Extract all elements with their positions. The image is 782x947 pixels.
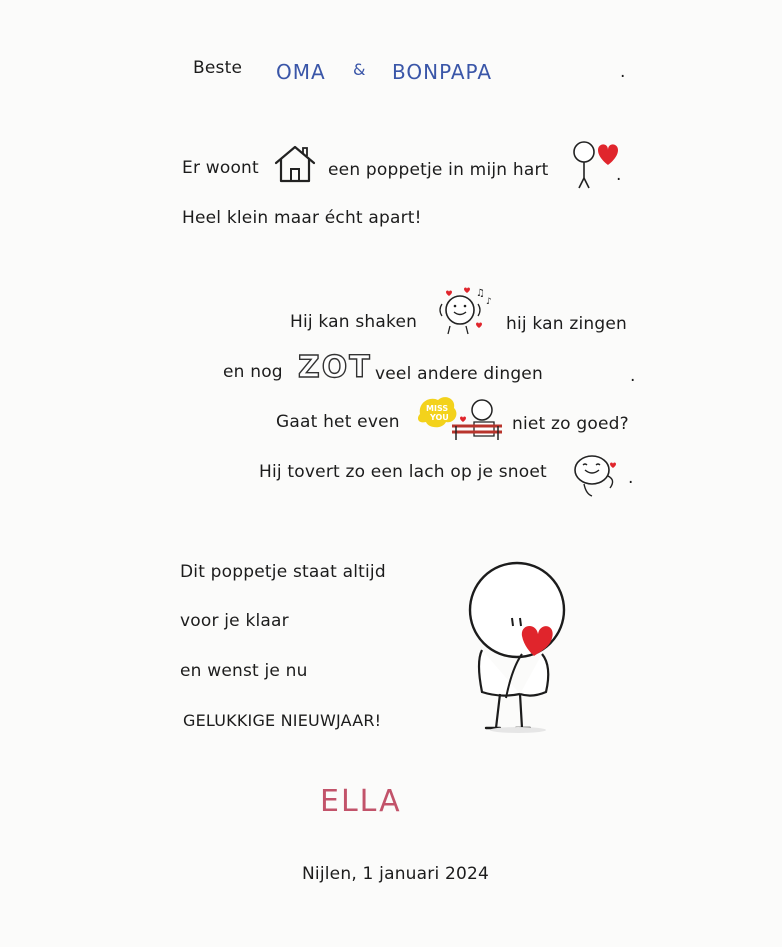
verse3-line2: voor je klaar: [180, 611, 289, 631]
verse1-line2: Heel klein maar écht apart!: [182, 208, 422, 228]
greeting-period: .: [620, 62, 626, 82]
house-icon: [273, 143, 317, 185]
verse3-line4: GELUKKIGE NIEUWJAAR!: [183, 711, 382, 730]
verse2-line2-period: .: [630, 366, 636, 386]
place-date: Nijlen, 1 januari 2024: [302, 864, 490, 884]
verse2-line2-start: en nog: [223, 362, 283, 382]
singing-figure-icon: [436, 284, 498, 336]
miss-you-figure-icon: [416, 392, 506, 440]
verse2-line4-period: .: [628, 468, 634, 488]
verse1-line1-period: .: [616, 165, 622, 185]
miss-you-text-2: YOU: [430, 413, 449, 422]
recipient-ampersand: &: [353, 60, 367, 79]
recipient-bonpapa: BONPAPA: [392, 60, 492, 84]
verse2-line1-start: Hij kan shaken: [290, 312, 418, 332]
verse2-line2-end: veel andere dingen: [375, 364, 543, 384]
heart-figure-icon: [570, 138, 618, 190]
verse2-line3-start: Gaat het even: [276, 412, 400, 432]
recipient-oma: OMA: [276, 60, 326, 84]
svg-text:♫: ♫: [476, 288, 485, 299]
verse2-line3-end: niet zo goed?: [512, 414, 629, 434]
smiling-figure-icon: [570, 450, 622, 498]
greeting-label: Beste: [193, 58, 243, 78]
zot-word: ZOT: [298, 350, 372, 385]
verse3-line3: en wenst je nu: [180, 661, 308, 681]
signature-ella: ELLA: [320, 784, 402, 819]
verse2-line1-end: hij kan zingen: [506, 314, 628, 334]
verse2-line4: Hij tovert zo een lach op je snoet: [259, 462, 547, 482]
verse1-line1-end: een poppetje in mijn hart: [328, 160, 549, 180]
verse1-line1-start: Er woont: [182, 158, 259, 178]
svg-text:♪: ♪: [486, 297, 492, 307]
big-heart-figure-icon: [460, 562, 580, 738]
miss-you-text-1: MISS: [426, 404, 449, 413]
verse3-line1: Dit poppetje staat altijd: [180, 562, 386, 582]
